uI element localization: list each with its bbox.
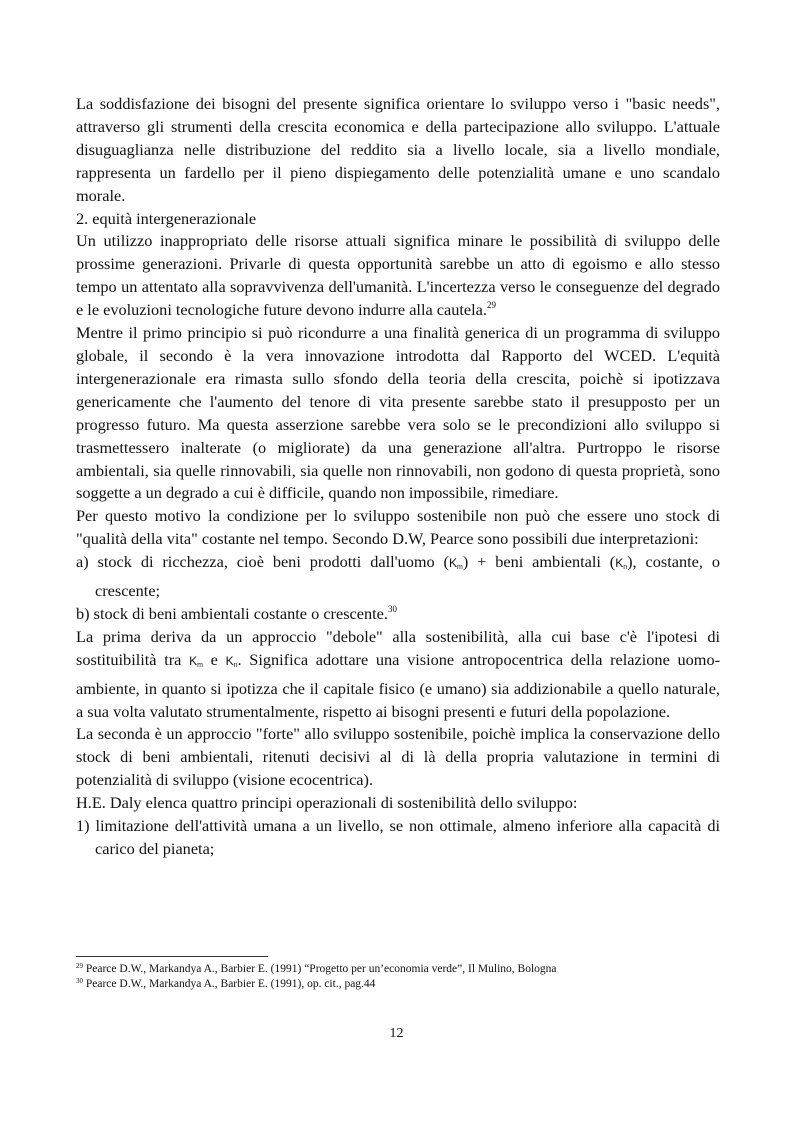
- symbol-k: K: [615, 556, 624, 571]
- paragraph: H.E. Daly elenca quattro principi operazionali di sostenibilità dello sviluppo:: [76, 793, 578, 813]
- paragraph: La soddisfazione dei bisogni del presente significa orientare lo sviluppo verso i "basic needs", attraverso gli strumenti della crescita economica e della partecipazione allo sviluppo. L'attuale disuguaglianza nelle distribuzione del reddito sia a livello locale, sia a livello mondiale, rappresenta un fardello per il pieno dispiegamento delle potenzialità umane e uno scandalo morale.: [76, 94, 720, 205]
- paragraph-text: La prima deriva da un approccio "debole" alla sostenibilità, alla cui base c'è l'ipotesi di sostituibilità tra: [76, 626, 720, 669]
- symbol-k: K: [448, 556, 457, 571]
- symbol-sub: m: [456, 564, 463, 572]
- footnote-separator: [76, 956, 268, 957]
- footnote: [76, 977, 375, 991]
- paragraph: Mentre il primo principio si può ricondurre a una finalità generica di un programma di sviluppo globale, il secondo è la vera innovazione introdotta dal Rapporto del WCED. L'equità intergenerazionale era rimasta sullo sfondo della teoria della crescita, poichè si ipotizzava genericamente che l'aumento del tenore di vita presente sarebbe stato il presupposto per un progresso futuro. Ma questa asserzione sarebbe vera solo se le precondizioni allo sviluppo si trasmettessero inalterate (o migliorate) da una generazione all'altra. Purtroppo le risorse ambientali, sia quelle rinnovabili, sia quelle non rinnovabili, non godono di questa proprietà, sono soggette a un degrado a cui è difficile, quando non impossibile, rimediare.: [76, 323, 720, 503]
- section-heading: 2. equità intergenerazionale: [76, 208, 257, 228]
- page-number: 12: [389, 1026, 404, 1041]
- symbol-sub: m: [197, 661, 203, 669]
- footnote-text: Pearce D.W., Markandya A., Barbier E. (1991) “Progetto per un’economia verde”, Il Mulino, Bologna: [83, 963, 557, 975]
- paragraph-text: e: [202, 649, 226, 669]
- symbol-k: K: [225, 653, 234, 668]
- list-item-text: ) + beni ambientali (: [462, 552, 616, 572]
- list-item: [76, 551, 720, 603]
- paragraph: Per questo motivo la condizione per lo sviluppo sostenibile non può che essere uno stock di "qualità della vita" costante nel tempo. Secondo D.W, Pearce sono possibili due interpretazioni:: [76, 506, 720, 549]
- list-item-text: b) stock di beni ambientali costante o crescente.: [76, 603, 388, 623]
- paragraph: La seconda è un approccio "forte" allo sviluppo sostenibile, poichè implica la conservazione dello stock di beni ambientali, ritenuti decisivi al di là della propria valutazione in termini di potenzialità di sviluppo (visione ecocentrica).: [76, 724, 720, 790]
- list-item: 1) limitazione dell'attività umana a un livello, se non ottimale, almeno inferiore alla capacità di carico del pianeta;: [76, 816, 720, 858]
- footnote-ref: 30: [387, 603, 397, 614]
- symbol-kn: [226, 654, 238, 668]
- symbol-km: [449, 556, 463, 570]
- page-body: [76, 93, 720, 861]
- symbol-km: [189, 654, 203, 668]
- footnote-ref: 29: [486, 300, 496, 311]
- footnote-text: Pearce D.W., Markandya A., Barbier E. (1991), op. cit., pag.44: [83, 978, 376, 990]
- symbol-sub: n: [623, 564, 628, 572]
- footnote-number: 30: [76, 977, 83, 985]
- symbol-sub: n: [233, 661, 238, 669]
- paragraph-text: . Significa adottare una visione antropocentrica della relazione uomo-ambiente, in quanto si ipotizza che il capitale fisico (e umano) sia addizionabile a quello naturale, a sua volta valutato strumentalmente, rispetto ai bisogni presenti e futuri della popolazione.: [76, 649, 721, 721]
- paragraph-text: Un utilizzo inappropriato delle risorse attuali significa minare le possibilità di sviluppo delle prossime generazioni. Privarle di questa opportunità sarebbe un atto di egoismo e allo stesso tempo un attentato alla sopravvivenza dell'umanità. L'incertezza verso le conseguenze del degrado e le evoluzioni tecnologiche future devono indurre alla cautela.: [76, 231, 720, 320]
- symbol-kn: [615, 556, 627, 570]
- list-item: [76, 603, 720, 626]
- list-item-text: a) stock di ricchezza, cioè beni prodotti dall'uomo (: [76, 552, 449, 572]
- symbol-k: K: [189, 653, 198, 668]
- footnote-number: 29: [76, 962, 83, 970]
- paragraph: [76, 626, 720, 724]
- list-item-text: ), costante, o crescente;: [95, 552, 720, 601]
- footnote: [76, 962, 557, 976]
- paragraph: [76, 230, 720, 322]
